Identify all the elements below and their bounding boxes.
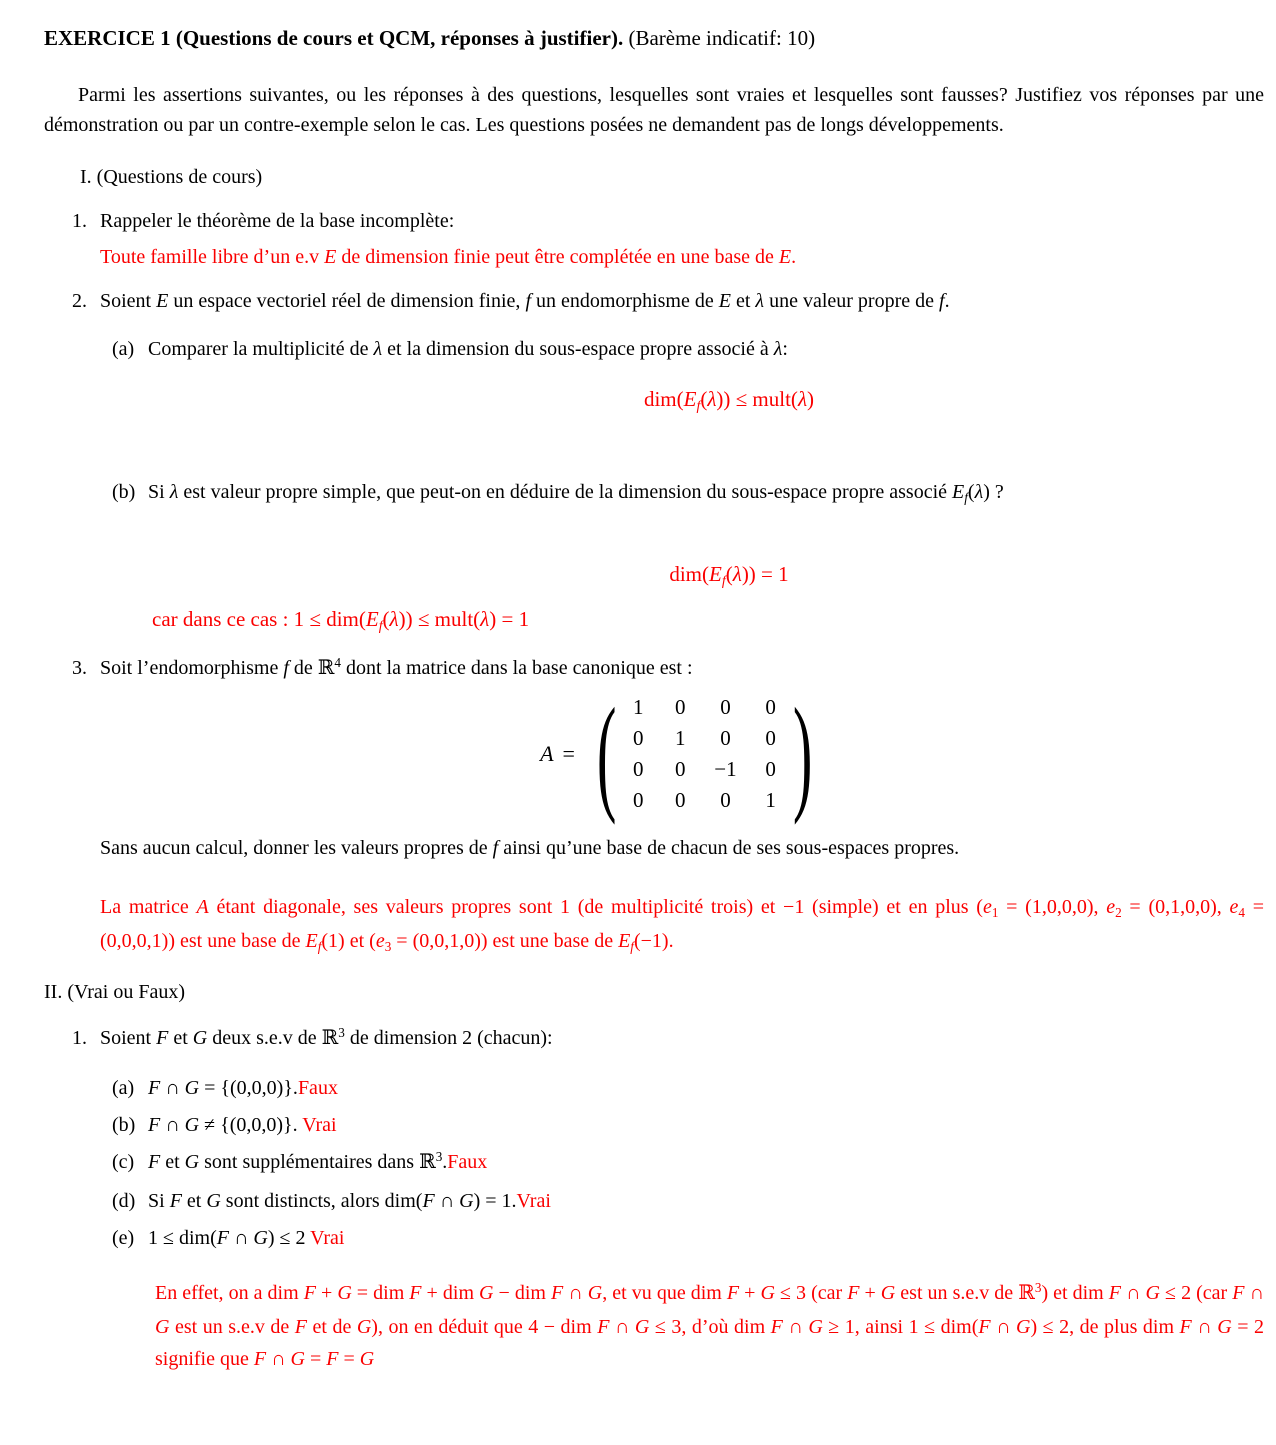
exercise-title: EXERCICE 1 (Questions de cours et QCM, réponses à justifier).: [44, 26, 624, 50]
matrix-cell: 0: [765, 726, 776, 750]
answer-i-2b-note: car dans ce cas : 1 ≤ dim(Ef(λ)) ≤ mult(λ) = 1: [152, 607, 530, 633]
tf-item-e: [112, 1223, 1264, 1253]
question-i-2-text: Soient E un espace vectoriel réel de dimension finie, f un endomorphisme de E et λ une valeur propre de f.: [100, 290, 950, 312]
matrix-entries: [630, 693, 778, 815]
matrix-cell: 0: [633, 726, 644, 750]
matrix-cell: 1: [765, 788, 776, 812]
section-1-heading: I. (Questions de cours): [80, 166, 263, 188]
tf-item-c-number: (c): [112, 1151, 135, 1173]
matrix-cell: 1: [675, 726, 686, 750]
question-ii-1: [72, 1023, 1264, 1055]
question-i-1: [72, 206, 1264, 236]
matrix-cell: 0: [720, 695, 731, 719]
tf-item-c: [112, 1147, 1264, 1179]
matrix-cell: 0: [765, 695, 776, 719]
question-i-2a: [112, 334, 1264, 364]
question-ii-1-number: 1.: [72, 1027, 87, 1049]
matrix-cell: 0: [633, 757, 644, 781]
question-i-3-text: Soit l’endomorphisme f de ℝ$^4$ dont la matrice dans la base canonique est :: [100, 654, 693, 679]
question-i-2: [72, 286, 1264, 316]
section-2-heading: II. (Vrai ou Faux): [44, 981, 185, 1003]
tf-item-c-text: F et G sont supplémentaires dans ℝ$^3$.Faux: [148, 1148, 488, 1173]
question-i-2b-text: Si λ est valeur propre simple, que peut-on en déduire de la dimension du sous-espace propre associé Ef(λ) ?: [148, 481, 1004, 505]
question-i-2a-number: (a): [112, 338, 135, 360]
tf-item-a: [112, 1073, 1264, 1103]
question-i-3: [72, 653, 1264, 685]
page-title: [44, 22, 1264, 54]
answer-i-2b-formula: dim(Ef(λ)) = 1: [669, 562, 789, 588]
question-i-1-text: Rappeler le théorème de la base incomplète:: [100, 210, 455, 232]
question-i-2a-text: Comparer la multiplicité de λ et la dimension du sous-espace propre associé à λ:: [148, 338, 788, 360]
tf-item-b-number: (b): [112, 1114, 136, 1136]
tf-item-e-number: (e): [112, 1227, 135, 1249]
matrix-right-paren: ): [792, 682, 812, 826]
tf-item-d-number: (d): [112, 1190, 136, 1212]
matrix-cell: 1: [633, 695, 644, 719]
matrix-cell: 0: [720, 726, 731, 750]
justification-paragraph: En effet, on a dim F + G = dim F + dim G − dim F ∩ G, et vu que dim F + G ≤ 3 (car F + G est un s.e.v de ℝ$^3$) et dim F ∩ G ≤ 2 (car F ∩ G est un s.e.v de F et de G), on en déduit que 4 − dim F ∩ G ≤ 3, d’où dim F ∩ G ≥ 1, ainsi 1 ≤ dim(F ∩ G) ≤ 2, de plus dim F ∩ G = 2 signifie que F ∩ G = F = G: [155, 1279, 1264, 1370]
tf-item-a-text: F ∩ G = {(0,0,0)}.Faux: [148, 1077, 338, 1099]
question-i-2b: [112, 477, 1264, 509]
question-i-1-number: 1.: [72, 210, 87, 232]
matrix-cell: 0: [675, 695, 686, 719]
question-i-2b-number: (b): [112, 481, 136, 503]
matrix-label: [540, 739, 585, 769]
matrix-cell: −1: [714, 757, 737, 781]
answer-i-3: La matrice A étant diagonale, ses valeurs propres sont 1 (de multiplicité trois) et −1 (simple) et en plus (e1 = (1,0,0,0), e2 = (0,1,0,0), e4 = (0,0,0,1)) est une base de Ef(1) et (e3 = (0,0,1,0)) est une base de Ef(−1).: [100, 896, 1264, 954]
matrix-name: A: [540, 741, 554, 766]
matrix-left-paren: (: [596, 682, 617, 826]
matrix-cell: 0: [720, 788, 731, 812]
question-i-3-followup: Sans aucun calcul, donner les valeurs propres de f ainsi qu’une base de chacun de ses sous-espaces propres.: [100, 837, 960, 859]
tf-item-b-text: F ∩ G ≠ {(0,0,0)}. Vrai: [148, 1114, 337, 1136]
question-i-3-number: 3.: [72, 657, 87, 679]
intro-paragraph: Parmi les assertions suivantes, ou les réponses à des questions, lesquelles sont vraies et lesquelles sont fausses? Justifiez vos réponses par une démonstration ou par un contre-exemple selon le cas. Les questions posées ne demandent pas de longs développements.: [44, 84, 1264, 136]
matrix-display: [100, 682, 1264, 826]
exercise-title-grading: (Barème indicatif: 10): [623, 26, 816, 50]
matrix-equals-sign: =: [562, 741, 575, 766]
tf-item-d: [112, 1186, 1264, 1216]
tf-item-a-number: (a): [112, 1077, 135, 1099]
answer-i-1: Toute famille libre d’un e.v E de dimension finie peut être complétée en une base de E.: [100, 246, 797, 268]
matrix-cell: 0: [633, 788, 644, 812]
answer-i-2a-formula: dim(Ef(λ)) ≤ mult(λ): [643, 387, 815, 413]
tf-item-d-text: Si F et G sont distincts, alors dim(F ∩ G) = 1.Vrai: [148, 1190, 551, 1212]
matrix-cell: 0: [675, 788, 686, 812]
question-ii-1-text: Soient F et G deux s.e.v de ℝ$^3$ de dimension 2 (chacun):: [100, 1024, 553, 1049]
tf-item-b: [112, 1110, 1264, 1140]
matrix-cell: 0: [765, 757, 776, 781]
question-i-2-number: 2.: [72, 290, 87, 312]
matrix-cell: 0: [675, 757, 686, 781]
tf-item-e-text: 1 ≤ dim(F ∩ G) ≤ 2 Vrai: [148, 1227, 345, 1249]
